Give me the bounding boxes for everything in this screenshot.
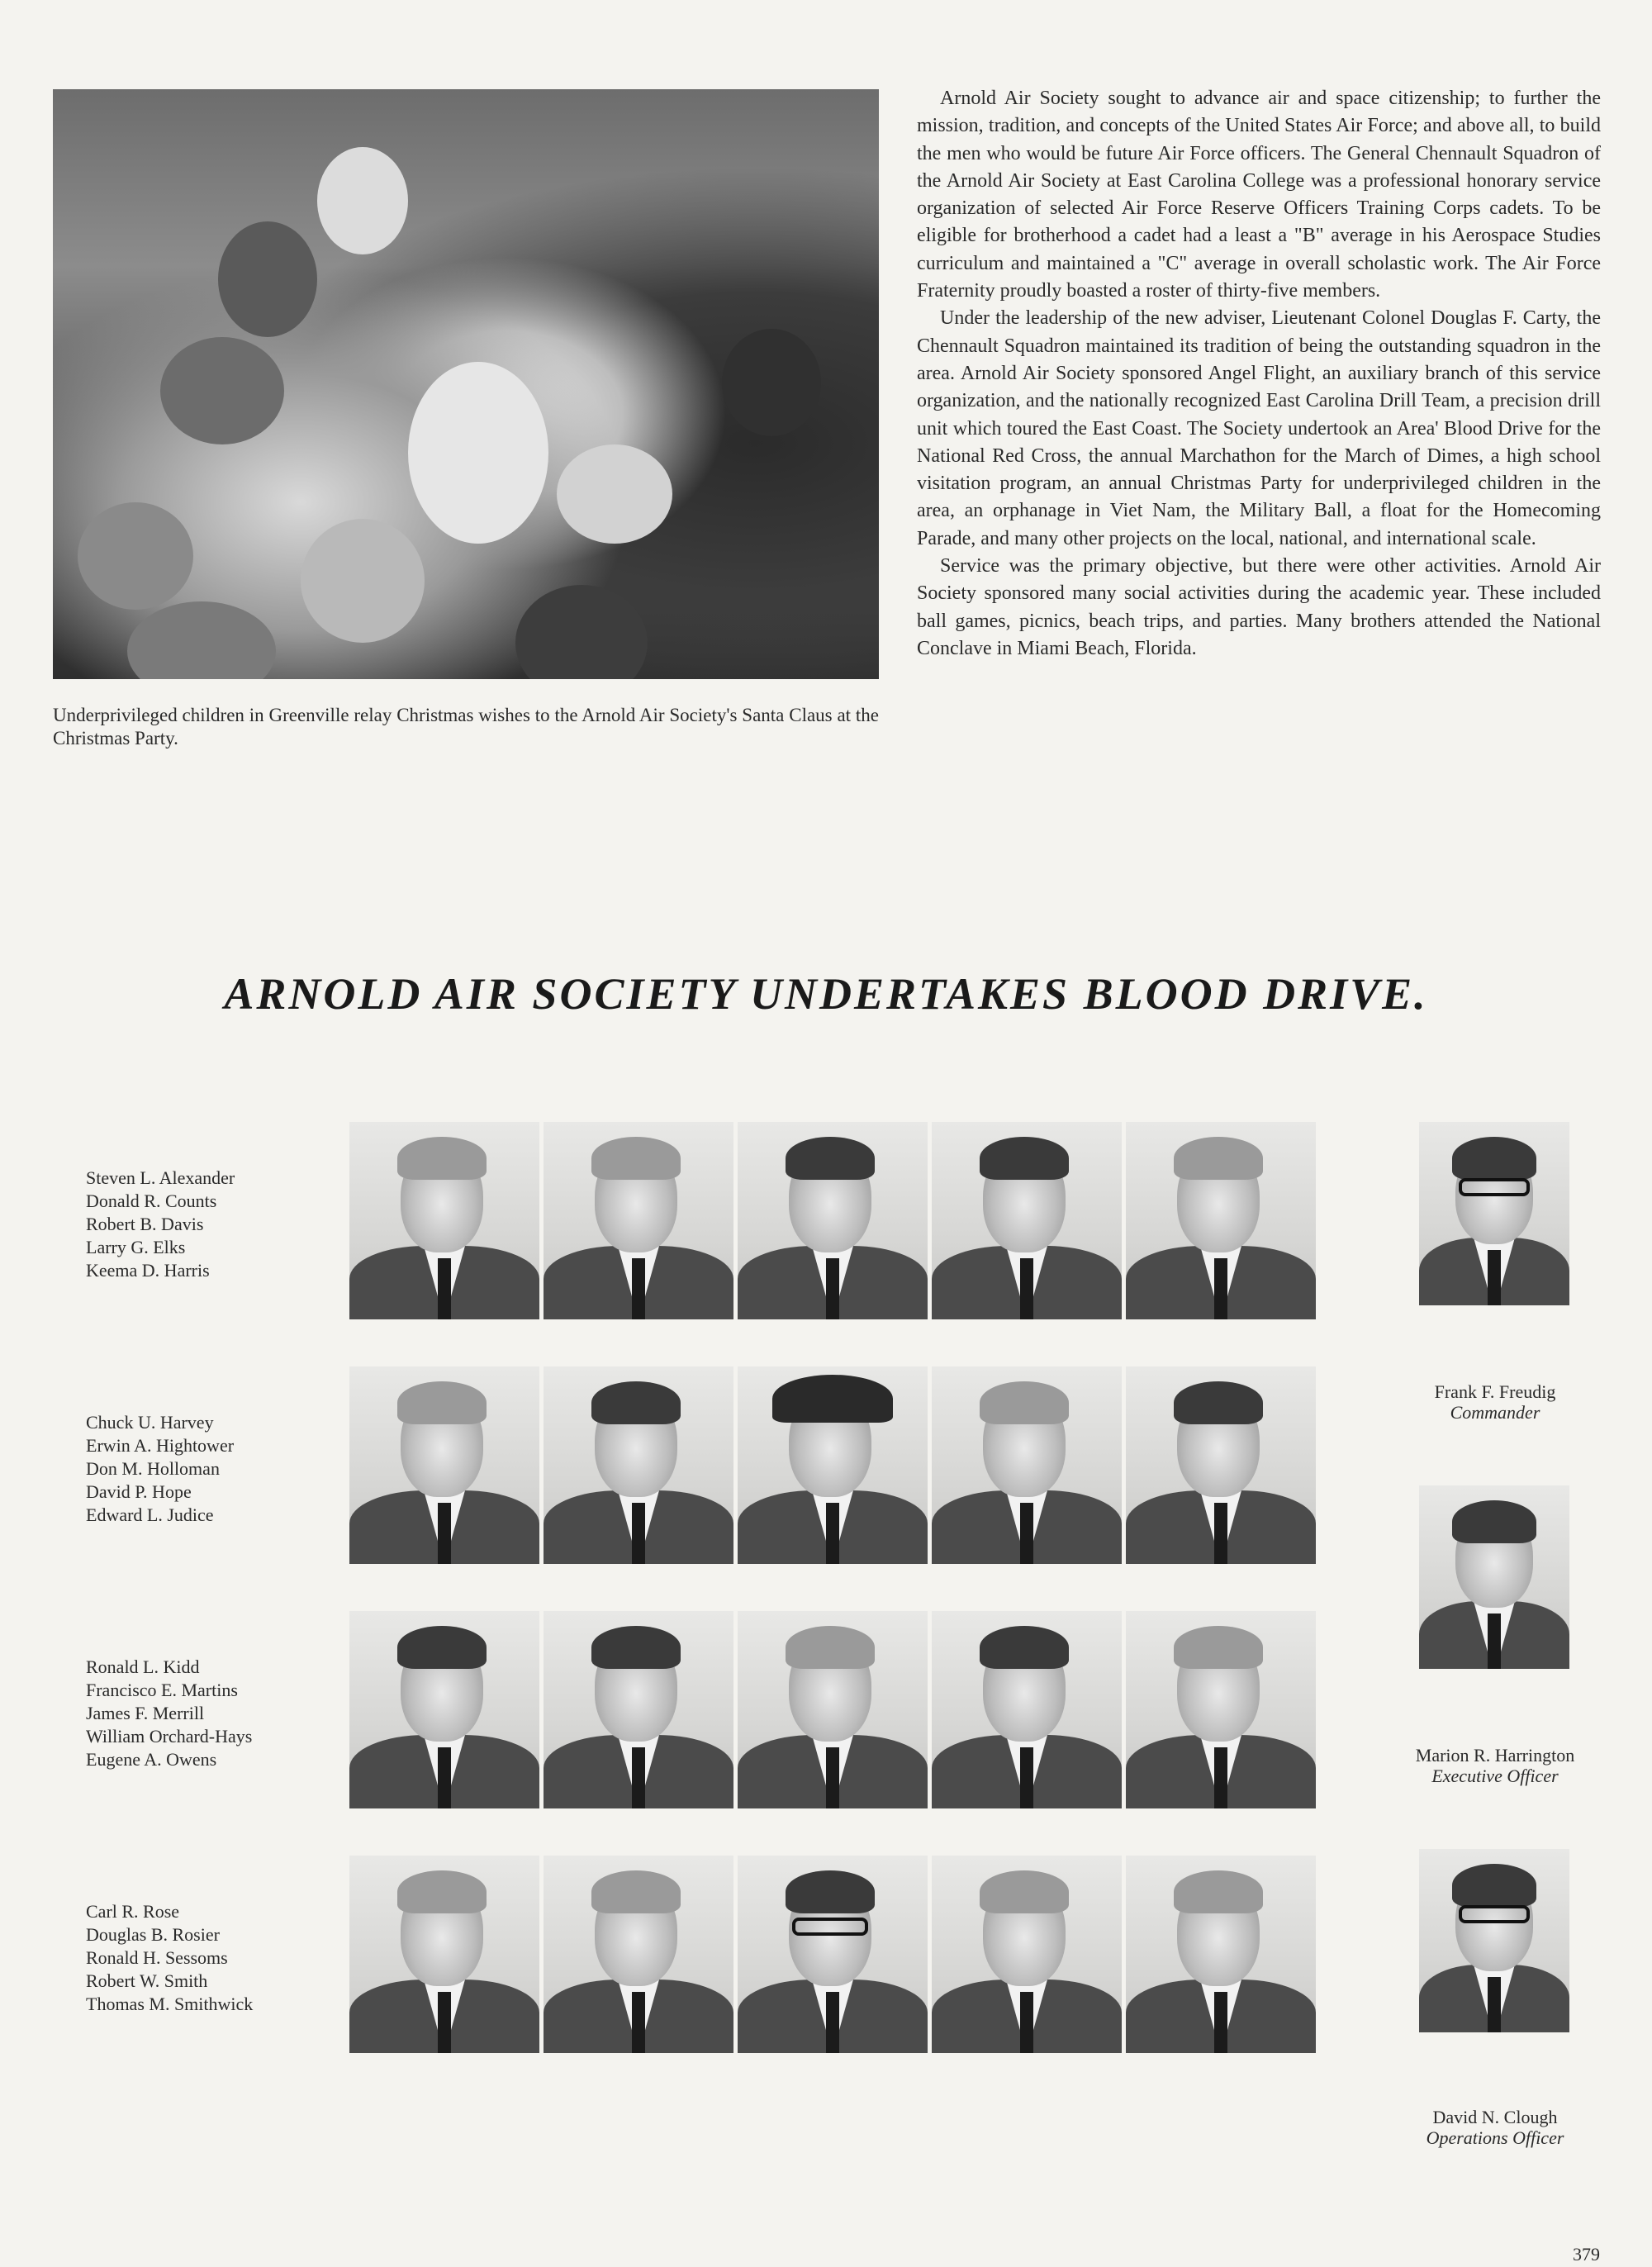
member-portrait [544,1122,733,1319]
member-portrait [1126,1366,1316,1564]
member-name: Eugene A. Owens [86,1749,217,1770]
member-portrait [544,1856,733,2053]
officer-executive [1388,1745,1602,1786]
article-paragraph: Arnold Air Society sought to advance air and space citizenship; to further the mission, tradition, and concepts of the United States Air Force; and above all, to build the men who would be future Air Force officers. The General Chennault Squadron of the Arnold Air Society at East Carolina College was a professional honorary service organization of selected Air Force Reserve Officers Training Corps cadets. To be eligible for brotherhood a cadet had a least a "B" average in his Aerospace Studies curriculum and maintained a "C" average in overall scholastic work. The Air Force Fraternity proudly boasted a roster of thirty-five members. [917,88,1601,302]
member-portrait [932,1856,1122,2053]
member-name: Robert W. Smith [86,1970,208,1991]
member-portrait [1126,1611,1316,1808]
member-portrait [544,1366,733,1564]
member-name: Chuck U. Harvey [86,1412,214,1433]
member-portrait [349,1611,539,1808]
officer-portrait-commander [1419,1122,1569,1305]
member-portrait [932,1366,1122,1564]
name-list-row-2 [86,1411,334,1527]
officer-portrait-operations [1419,1849,1569,2032]
officer-name: Frank F. Freudig [1434,1381,1556,1402]
member-name: James F. Merrill [86,1703,205,1723]
page-number: 379 [1573,2244,1600,2265]
officer-portrait-executive [1419,1485,1569,1669]
member-name: Erwin A. Hightower [86,1435,235,1456]
member-portrait [738,1611,928,1808]
member-portrait [1126,1856,1316,2053]
member-name: Carl R. Rose [86,1901,180,1922]
member-name: Steven L. Alexander [86,1167,235,1188]
article-paragraph: Service was the primary objective, but there were other activities. Arnold Air Society sponsored many social activities during the academic year. These included ball games, picnics, beach trips, and parties. Many brothers attended the National Conclave in Miami Beach, Florida. [917,555,1601,659]
officer-name: David N. Clough [1432,2107,1558,2127]
name-list-row-4 [86,1900,334,2016]
article-paragraph: Under the leadership of the new adviser, Lieutenant Colonel Douglas F. Carty, the Chennault Squadron maintained its tradition of being the outstanding squadron in the area. Arnold Air Society sponsored Angel Flight, an auxiliary branch of this service organization, and the nationally recognized East Carolina Drill Team, a precision drill unit which toured the East Coast. The Society undertook an Area' Blood Drive for the National Red Cross, the annual Marchathon for the March of Dimes, a high school visitation program, an annual Christmas Party for underprivileged children in the area, an orphanage in Viet Nam, the Military Ball, a float for the Homecoming Parade, and many other projects on the local, national, and international scale. [917,307,1601,549]
member-portrait [349,1856,539,2053]
member-portrait [738,1856,928,2053]
member-portrait [544,1611,733,1808]
member-name: Douglas B. Rosier [86,1924,220,1945]
officer-title: Executive Officer [1431,1766,1559,1786]
photo-caption: Underprivileged children in Greenville relay Christmas wishes to the Arnold Air Society's Santa Claus at the Christmas Party. [53,705,879,749]
member-name: William Orchard-Hays [86,1726,253,1747]
name-list-row-1 [86,1167,334,1282]
member-portrait [349,1366,539,1564]
member-portrait [932,1122,1122,1319]
member-portrait [932,1611,1122,1808]
officer-title: Commander [1450,1402,1540,1423]
member-portrait [738,1122,928,1319]
member-name: Edward L. Judice [86,1504,214,1525]
member-portrait [1126,1122,1316,1319]
officer-commander [1388,1381,1602,1423]
member-name: Larry G. Elks [86,1237,186,1257]
member-name: Ronald L. Kidd [86,1656,200,1677]
member-name: Donald R. Counts [86,1191,217,1211]
officer-name: Marion R. Harrington [1415,1745,1575,1766]
officer-operations [1388,2107,1602,2148]
christmas-party-photo [53,89,879,679]
officer-title: Operations Officer [1426,2127,1564,2148]
member-name: Keema D. Harris [86,1260,210,1281]
name-list-row-3 [86,1656,334,1771]
article-body [917,85,1601,663]
member-name: Ronald H. Sessoms [86,1947,228,1968]
member-name: David P. Hope [86,1481,192,1502]
member-name: Thomas M. Smithwick [86,1994,254,2014]
member-portrait [349,1122,539,1319]
member-portrait [738,1366,928,1564]
member-name: Francisco E. Martins [86,1680,238,1700]
member-name: Robert B. Davis [86,1214,204,1234]
member-name: Don M. Holloman [86,1458,220,1479]
page-headline: ARNOLD AIR SOCIETY UNDERTAKES BLOOD DRIVE. [224,969,1428,1019]
